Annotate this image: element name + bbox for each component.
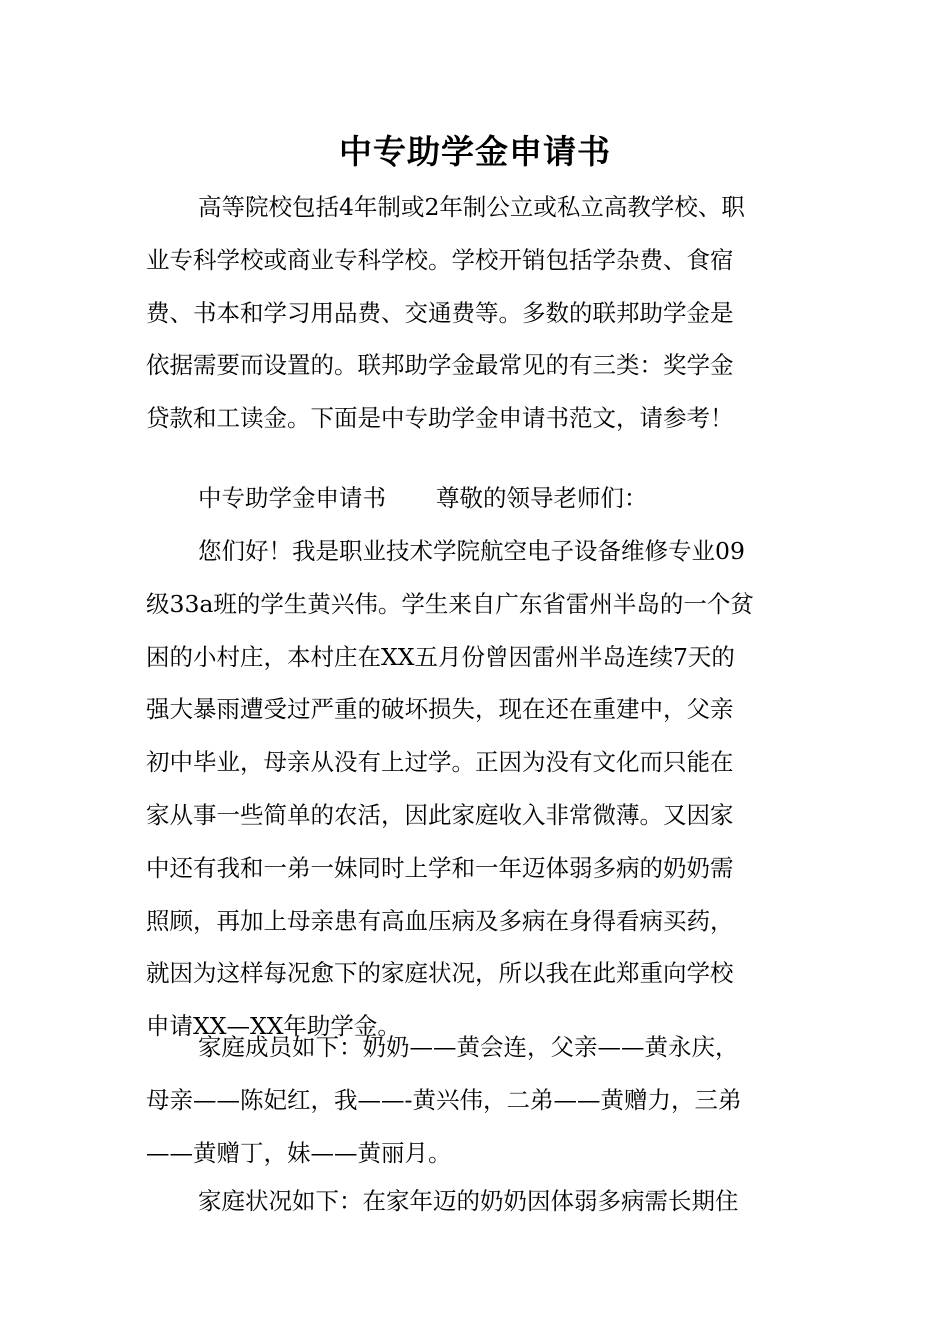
paragraph-line: 就因为这样每况愈下的家庭状况，所以我在此郑重向学校 [146, 959, 734, 988]
intro-paragraph [146, 181, 808, 445]
paragraph-line: 初中毕业，母亲从没有上过学。正因为没有文化而只能在 [146, 748, 734, 777]
paragraph-line: 照顾，再加上母亲患有高血压病及多病在身得看病买药， [146, 906, 734, 935]
paragraph-line: ——黄赠丁，妹——黄丽月。 [146, 1138, 452, 1167]
paragraph-line: 业专科学校或商业专科学校。学校开销包括学杂费、食宿 [146, 245, 734, 274]
page-title: 中专助学金申请书 [339, 132, 611, 171]
letter-paragraph-1 [146, 525, 808, 1053]
paragraph-line: 高等院校包括4年制或2年制公立或私立高教学校、职 [198, 193, 745, 221]
paragraph-line: 中还有我和一弟一妹同时上学和一年迈体弱多病的奶奶需 [146, 853, 734, 882]
letter-paragraph-3 [146, 1175, 808, 1228]
greeting: 尊敬的领导老师们： [436, 484, 648, 512]
paragraph-line: 家庭成员如下：奶奶——黄会连，父亲——黄永庆， [198, 1033, 739, 1061]
paragraph-line: 家从事一些简单的农活，因此家庭收入非常微薄。又因家 [146, 800, 734, 829]
paragraph-line: 母亲——陈妃红，我——-黄兴伟，二弟——黄赠力，三弟 [146, 1085, 742, 1114]
paragraph-line: 困的小村庄，本村庄在XX五月份曾因雷州半岛连续7天的 [146, 642, 735, 671]
salutation-line [146, 472, 808, 525]
paragraph-line: 强大暴雨遭受过严重的破坏损失，现在还在重建中，父亲 [146, 695, 734, 724]
paragraph-line: 家庭状况如下：在家年迈的奶奶因体弱多病需长期住 [198, 1187, 739, 1215]
letter-paragraph-2 [146, 1021, 808, 1179]
paragraph-line: 依据需要而设置的。联邦助学金最常见的有三类：奖学金 [146, 351, 734, 380]
paragraph-line: 申请XX—XX年助学金。 [146, 1012, 401, 1041]
paragraph-line: 级33a班的学生黄兴伟。学生来自广东省雷州半岛的一个贫 [146, 589, 754, 618]
paragraph-line: 贷款和工读金。下面是中专助学金申请书范文，请参考！ [146, 404, 734, 433]
paragraph-line: 费、书本和学习用品费、交通费等。多数的联邦助学金是 [146, 298, 734, 327]
paragraph-line: 您们好！我是职业技术学院航空电子设备维修专业09 [198, 537, 745, 565]
letter-heading: 中专助学金申请书 [198, 484, 386, 512]
